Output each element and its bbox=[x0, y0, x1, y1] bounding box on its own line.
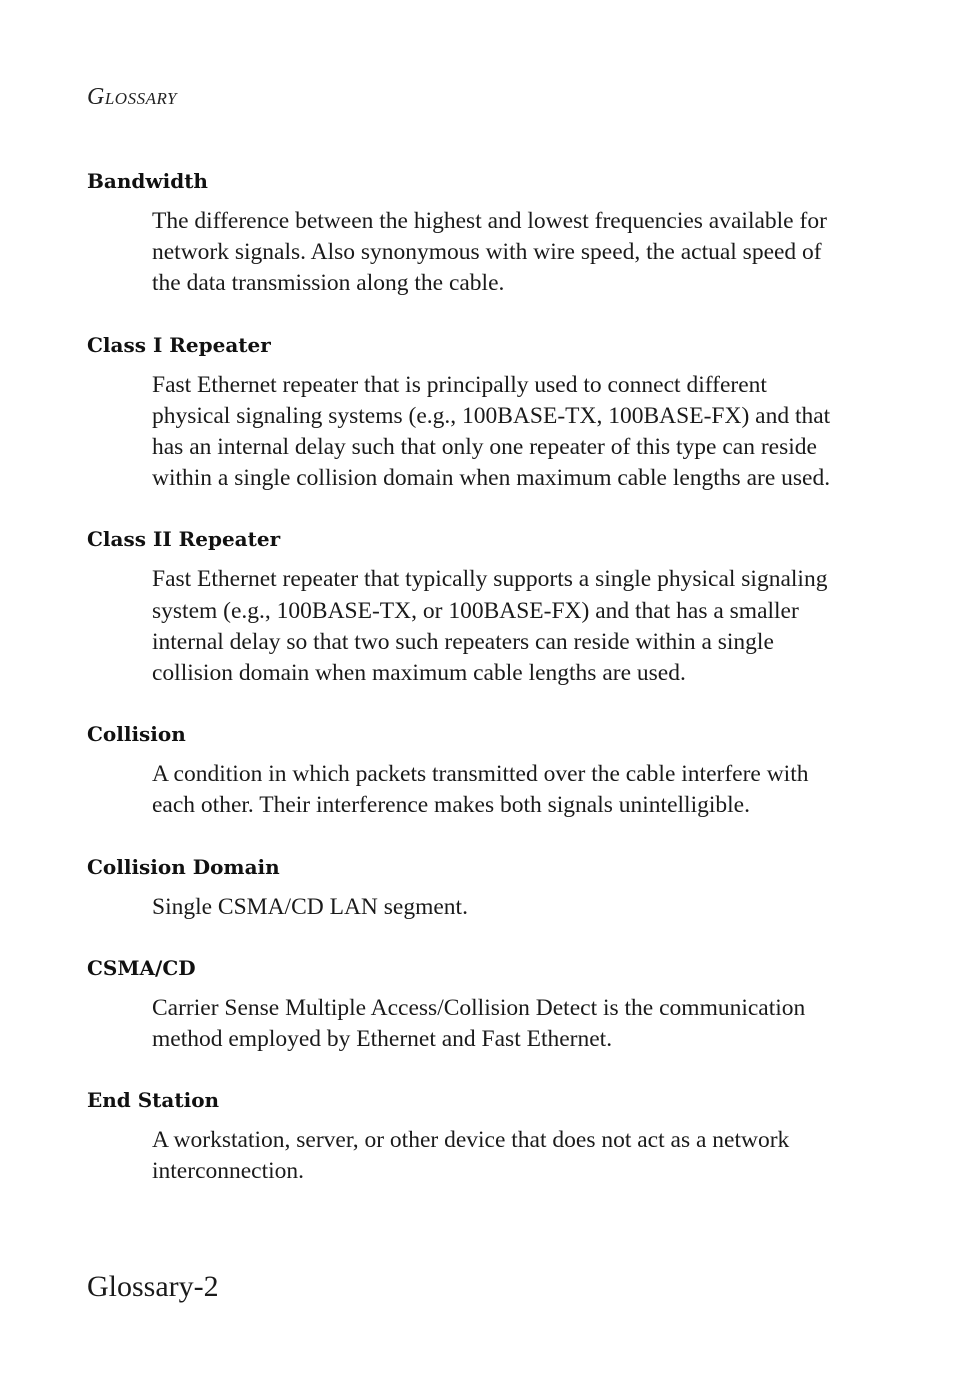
glossary-definition: A workstation, server, or other device that does not act as a network interconnection. bbox=[152, 1127, 790, 1185]
glossary-list bbox=[87, 166, 847, 1218]
glossary-term: Class I Repeater bbox=[87, 332, 271, 357]
glossary-term: Class II Repeater bbox=[87, 527, 281, 552]
glossary-entry-class-ii-repeater bbox=[87, 524, 847, 689]
page-number: Glossary-2 bbox=[87, 1270, 219, 1303]
running-header: Glossary bbox=[87, 84, 177, 110]
glossary-entry-collision-domain bbox=[87, 852, 847, 923]
glossary-term: End Station bbox=[87, 1088, 220, 1113]
glossary-entry-collision bbox=[87, 719, 847, 821]
glossary-definition: Fast Ethernet repeater that typically supports a single physical signaling system (e.g., 100BASE-TX, or 100BASE-FX) and that has a smaller internal delay so that two such repeaters can reside within a single collision domain when maximum cable lengths are used. bbox=[152, 566, 828, 687]
glossary-term: Bandwidth bbox=[87, 169, 208, 193]
glossary-entry-bandwidth bbox=[87, 166, 847, 300]
glossary-entry-class-i-repeater bbox=[87, 330, 847, 495]
glossary-term: Collision bbox=[87, 722, 186, 747]
glossary-definition: The difference between the highest and lowest frequencies available for network signals. Also synonymous with wire speed, the actual speed of the data transmission along the cable. bbox=[152, 208, 827, 297]
glossary-definition: A condition in which packets transmitted over the cable interfere with each other. Their interference makes both signals unintelligible. bbox=[152, 761, 809, 819]
glossary-definition: Fast Ethernet repeater that is principally used to connect different physical signaling systems (e.g., 100BASE-TX, 100BASE-FX) and that has an internal delay such that only one repeater of this type can reside within a single collision domain when maximum cable lengths are used. bbox=[152, 371, 831, 492]
glossary-definition: Carrier Sense Multiple Access/Collision Detect is the communication method employed by Ethernet and Fast Ethernet. bbox=[152, 994, 806, 1053]
glossary-definition: Single CSMA/CD LAN segment. bbox=[152, 893, 468, 920]
glossary-entry-end-station bbox=[87, 1085, 847, 1187]
glossary-entry-csma-cd bbox=[87, 953, 847, 1055]
glossary-term: CSMA/CD bbox=[87, 955, 196, 980]
glossary-term: Collision Domain bbox=[87, 854, 280, 879]
